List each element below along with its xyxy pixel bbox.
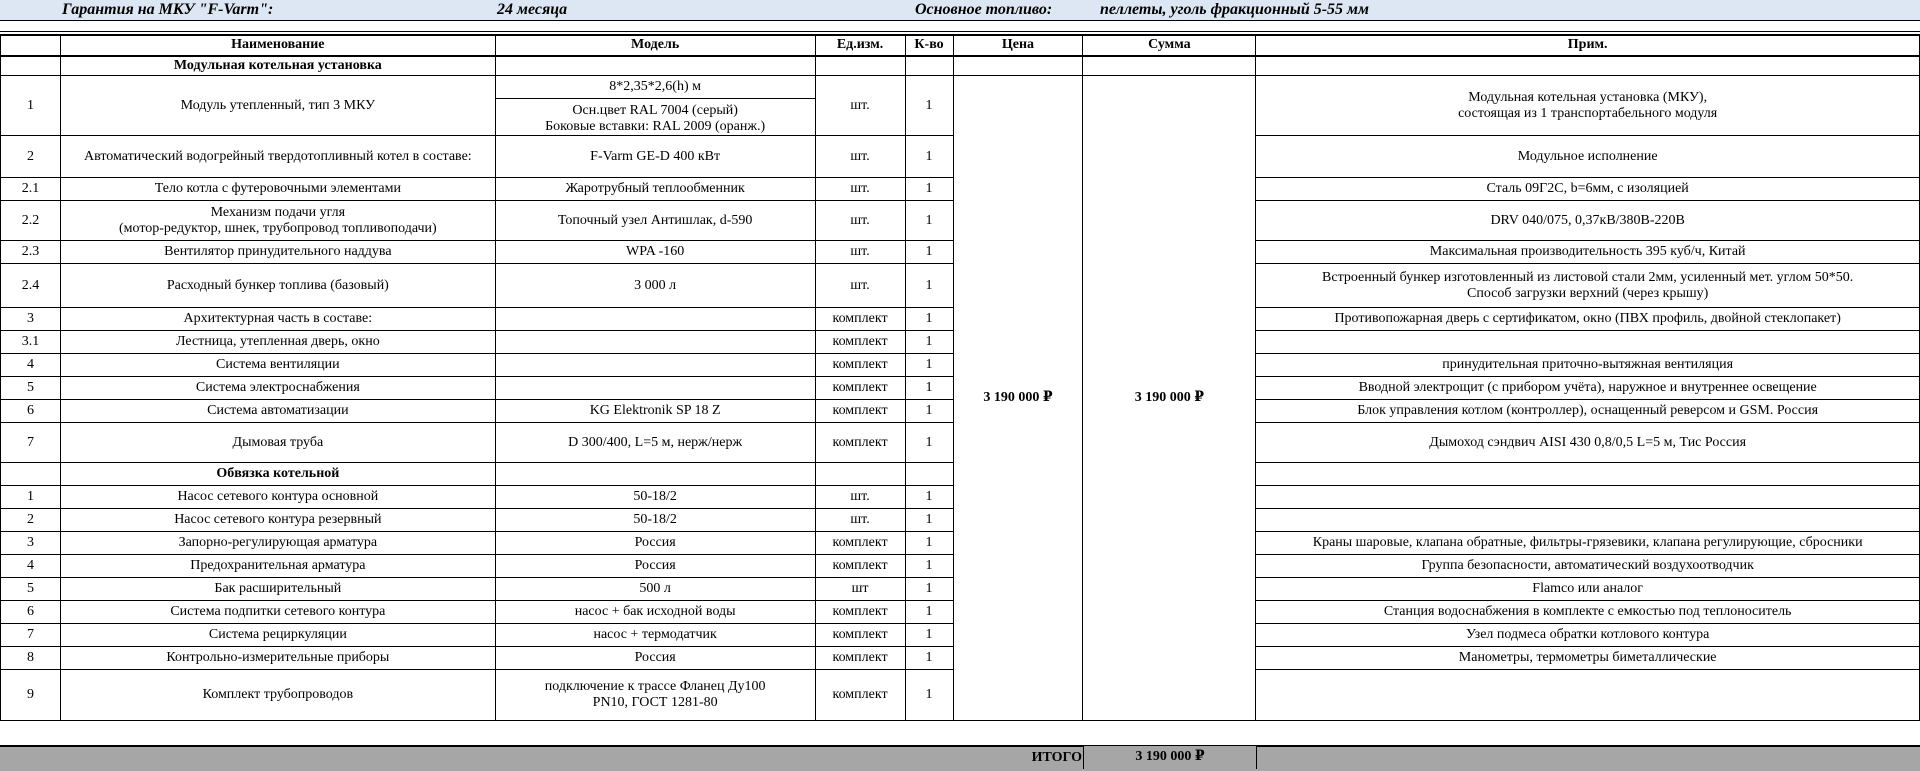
- row-note: Манометры, термометры биметаллические: [1256, 647, 1920, 670]
- row-number: 8: [1, 647, 61, 670]
- row-unit: комплект: [815, 377, 905, 400]
- header-model: Модель: [495, 36, 815, 56]
- row-model: Россия: [495, 532, 815, 555]
- model-dimensions: 8*2,35*2,6(h) м: [496, 76, 815, 99]
- row-unit: комплект: [815, 555, 905, 578]
- row-name: Предохранительная арматура: [60, 555, 495, 578]
- row-qty: 1: [905, 670, 953, 721]
- row-qty: 1: [905, 578, 953, 601]
- row-model: Россия: [495, 555, 815, 578]
- row-note: принудительная приточно-вытяжная вентиляция: [1256, 354, 1920, 377]
- row-number: 2: [1, 136, 61, 178]
- row-model: [495, 76, 815, 136]
- row-model: 50-18/2: [495, 509, 815, 532]
- row-number: 7: [1, 624, 61, 647]
- model-colors: Осн.цвет RAL 7004 (серый) Боковые вставки: RAL 2009 (оранж.): [545, 103, 766, 134]
- row-qty: 1: [905, 178, 953, 201]
- row-note: [1256, 670, 1920, 721]
- row-name: Запорно-регулирующая арматура: [60, 532, 495, 555]
- row-name: Насос сетевого контура резервный: [60, 509, 495, 532]
- row-name: Лестница, утепленная дверь, окно: [60, 331, 495, 354]
- row-name: Модуль утепленный, тип 3 МКУ: [60, 76, 495, 136]
- row-number: 7: [1, 423, 61, 463]
- note-cell: [1256, 463, 1920, 486]
- row-number: 2.4: [1, 264, 61, 308]
- row-note: Сталь 09Г2С, b=6мм, с изоляцией: [1256, 178, 1920, 201]
- row-number: 6: [1, 601, 61, 624]
- row-qty: 1: [905, 555, 953, 578]
- unit-cell: [815, 463, 905, 486]
- row-unit: комплект: [815, 331, 905, 354]
- row-unit: комплект: [815, 354, 905, 377]
- row-unit: комплект: [815, 423, 905, 463]
- fuel-label: Основное топливо:: [915, 1, 1053, 18]
- warranty-label: Гарантия на МКУ "F-Varm":: [62, 1, 274, 18]
- unit-cell: [815, 56, 905, 76]
- price-value: 3 190 000 ₽: [953, 76, 1083, 721]
- row-unit: комплект: [815, 601, 905, 624]
- row-qty: 1: [905, 601, 953, 624]
- row-qty: 1: [905, 354, 953, 377]
- qty-cell: [905, 463, 953, 486]
- row-note: Станция водоснабжения в комплекте с емкостью под теплоноситель: [1256, 601, 1920, 624]
- row-name: Расходный бункер топлива (базовый): [60, 264, 495, 308]
- row-model: насос + бак исходной воды: [495, 601, 815, 624]
- row-name: Система подпитки сетевого контура: [60, 601, 495, 624]
- row-qty: 1: [905, 331, 953, 354]
- row-model: Топочный узел Антишлак, d-590: [495, 201, 815, 241]
- row-note: Модульное исполнение: [1256, 136, 1920, 178]
- row-number: 3.1: [1, 331, 61, 354]
- row-number: 9: [1, 670, 61, 721]
- row-model: насос + термодатчик: [495, 624, 815, 647]
- model-cell: [495, 56, 815, 76]
- row-name: Архитектурная часть в составе:: [60, 308, 495, 331]
- row-model: подключение к трассе Фланец Ду100 PN10, ГОСТ 1281-80: [495, 670, 815, 721]
- row-number: 5: [1, 578, 61, 601]
- row-qty: 1: [905, 76, 953, 136]
- row-name: Система рециркуляции: [60, 624, 495, 647]
- qty-cell: [905, 56, 953, 76]
- row-name: Система вентиляции: [60, 354, 495, 377]
- row-note: Модульная котельная установка (МКУ), состоящая из 1 транспортабельного модуля: [1256, 76, 1920, 136]
- row-model: Жаротрубный теплообменник: [495, 178, 815, 201]
- row-name: Система автоматизации: [60, 400, 495, 423]
- spacer-row: [0, 21, 1920, 32]
- row-number: 2: [1, 509, 61, 532]
- row-unit: шт.: [815, 178, 905, 201]
- row-name: Насос сетевого контура основной: [60, 486, 495, 509]
- row-name: Контрольно-измерительные приборы: [60, 647, 495, 670]
- row-number: 3: [1, 308, 61, 331]
- total-label: ИТОГО: [1031, 750, 1082, 765]
- row-name: Автоматический водогрейный твердотопливный котел в составе:: [60, 136, 495, 178]
- price-cell: [953, 56, 1083, 76]
- row-qty: 1: [905, 400, 953, 423]
- row-number: 2.3: [1, 241, 61, 264]
- row-model: WPA -160: [495, 241, 815, 264]
- row-number: 2.1: [1, 178, 61, 201]
- row-qty: 1: [905, 264, 953, 308]
- row-name: Вентилятор принудительного наддува: [60, 241, 495, 264]
- header-name: Наименование: [60, 36, 495, 56]
- row-unit: шт.: [815, 241, 905, 264]
- row-number: 2.2: [1, 201, 61, 241]
- row-qty: 1: [905, 624, 953, 647]
- row-number: 1: [1, 486, 61, 509]
- row-model: 50-18/2: [495, 486, 815, 509]
- row-note: Противопожарная дверь с сертификатом, окно (ПВХ профиль, двойной стеклопакет): [1256, 308, 1920, 331]
- row-model: [495, 331, 815, 354]
- row-number: 5: [1, 377, 61, 400]
- row-model: KG Elektronik SP 18 Z: [495, 400, 815, 423]
- row-unit: шт: [815, 578, 905, 601]
- model-cell: [495, 463, 815, 486]
- row-number: 6: [1, 400, 61, 423]
- row-qty: 1: [905, 509, 953, 532]
- row-number: 4: [1, 555, 61, 578]
- row-model: [495, 377, 815, 400]
- row-model: F-Varm GE-D 400 кВт: [495, 136, 815, 178]
- warranty-value: 24 месяца: [497, 1, 568, 18]
- row-unit: комплект: [815, 624, 905, 647]
- row-model: 500 л: [495, 578, 815, 601]
- row-note: Узел подмеса обратки котлового контура: [1256, 624, 1920, 647]
- fuel-value: пеллеты, уголь фракционный 5-55 мм: [1100, 1, 1369, 18]
- row-name: Механизм подачи угля (мотор-редуктор, шнек, трубопровод топливоподачи): [60, 201, 495, 241]
- header-num: [1, 36, 61, 56]
- row-name: Система электроснабжения: [60, 377, 495, 400]
- row-note: Группа безопасности, автоматический воздухоотводчик: [1256, 555, 1920, 578]
- row-note: [1256, 486, 1920, 509]
- section-title: Модульная котельная установка: [60, 56, 495, 76]
- row-note: Вводной электрощит (с прибором учёта), наружное и внутреннее освещение: [1256, 377, 1920, 400]
- top-info-band: [0, 0, 1920, 21]
- row-qty: 1: [905, 201, 953, 241]
- row-qty: 1: [905, 377, 953, 400]
- num-cell: [1, 56, 61, 76]
- row-note: [1256, 509, 1920, 532]
- row-model: D 300/400, L=5 м, нерж/нерж: [495, 423, 815, 463]
- row-note: Дымоход сэндвич AISI 430 0,8/0,5 L=5 м, Тис Россия: [1256, 423, 1920, 463]
- row-note: [1256, 331, 1920, 354]
- row-name: Комплект трубопроводов: [60, 670, 495, 721]
- section-title: Обвязка котельной: [60, 463, 495, 486]
- row-unit: шт.: [815, 201, 905, 241]
- row-qty: 1: [905, 308, 953, 331]
- header-row: [1, 36, 1920, 56]
- total-value: 3 190 000 ₽: [1083, 746, 1257, 769]
- sum-value: 3 190 000 ₽: [1083, 76, 1256, 721]
- row-unit: комплект: [815, 532, 905, 555]
- total-row: [0, 745, 1920, 771]
- row-unit: комплект: [815, 670, 905, 721]
- row-model: 3 000 л: [495, 264, 815, 308]
- row-number: 1: [1, 76, 61, 136]
- num-cell: [1, 463, 61, 486]
- row-unit: комплект: [815, 647, 905, 670]
- row-qty: 1: [905, 423, 953, 463]
- header-sum: Сумма: [1083, 36, 1256, 56]
- row-unit: комплект: [815, 400, 905, 423]
- specification-table: [0, 35, 1920, 721]
- note-cell: [1256, 56, 1920, 76]
- row-number: 4: [1, 354, 61, 377]
- row-unit: шт.: [815, 509, 905, 532]
- section-row: [1, 56, 1920, 76]
- row-note: DRV 040/075, 0,37кВ/380В-220В: [1256, 201, 1920, 241]
- table-row: [1, 76, 1920, 136]
- row-unit: шт.: [815, 486, 905, 509]
- header-price: Цена: [953, 36, 1083, 56]
- row-note: Встроенный бункер изготовленный из листовой стали 2мм, усиленный мет. углом 50*50. Способ загрузки верхний (через крышу): [1256, 264, 1920, 308]
- row-name: Тело котла с футеровочными элементами: [60, 178, 495, 201]
- row-number: 3: [1, 532, 61, 555]
- row-model: [495, 308, 815, 331]
- header-unit: Ед.изм.: [815, 36, 905, 56]
- row-qty: 1: [905, 647, 953, 670]
- row-note: Flamco или аналог: [1256, 578, 1920, 601]
- row-note: Максимальная производительность 395 куб/ч, Китай: [1256, 241, 1920, 264]
- row-unit: шт.: [815, 76, 905, 136]
- header-note: Прим.: [1256, 36, 1920, 56]
- row-qty: 1: [905, 486, 953, 509]
- row-unit: шт.: [815, 264, 905, 308]
- row-qty: 1: [905, 136, 953, 178]
- row-qty: 1: [905, 241, 953, 264]
- row-model: Россия: [495, 647, 815, 670]
- row-note: Краны шаровые, клапана обратные, фильтры-грязевики, клапана регулирующие, сбросники: [1256, 532, 1920, 555]
- row-qty: 1: [905, 532, 953, 555]
- row-unit: шт.: [815, 136, 905, 178]
- sum-cell: [1083, 56, 1256, 76]
- row-name: Бак расширительный: [60, 578, 495, 601]
- row-model: [495, 354, 815, 377]
- header-qty: К-во: [905, 36, 953, 56]
- row-note: Блок управления котлом (контроллер), оснащенный реверсом и GSM. Россия: [1256, 400, 1920, 423]
- row-unit: комплект: [815, 308, 905, 331]
- row-name: Дымовая труба: [60, 423, 495, 463]
